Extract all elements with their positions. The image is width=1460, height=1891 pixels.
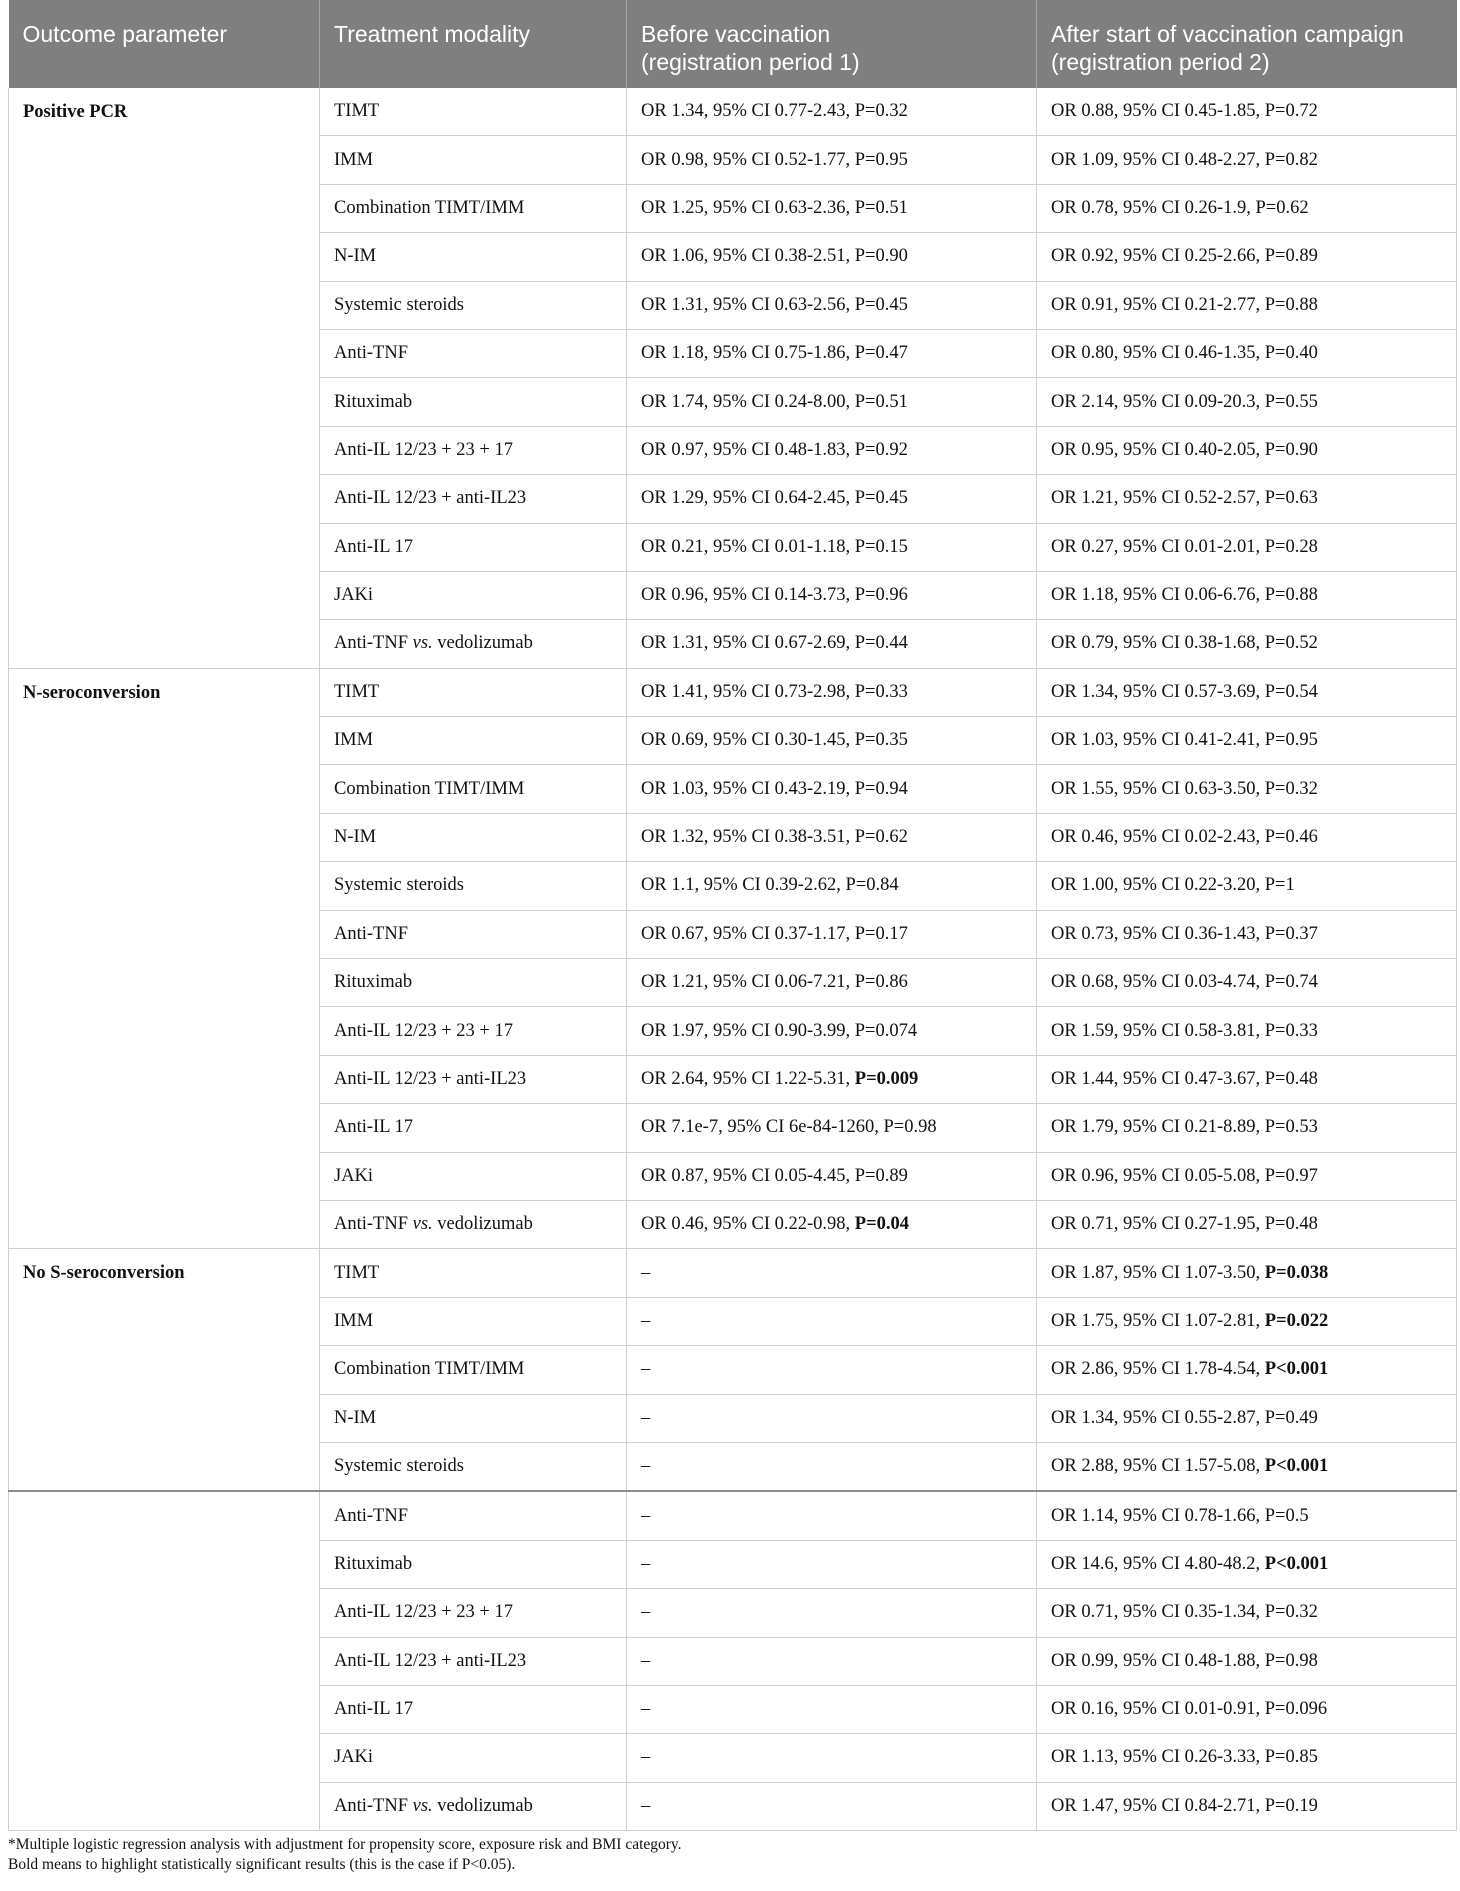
table-body xyxy=(9,88,1457,1831)
before-value-cell: OR 1.97, 95% CI 0.90-3.99, P=0.074 xyxy=(627,1007,1037,1055)
before-value-cell: – xyxy=(627,1442,1037,1491)
modality-cell: Systemic steroids xyxy=(320,281,627,329)
before-value-cell: OR 1.74, 95% CI 0.24-8.00, P=0.51 xyxy=(627,378,1037,426)
header-row xyxy=(9,0,1457,88)
modality-cell: Rituximab xyxy=(320,1540,627,1588)
before-value-cell: OR 1.31, 95% CI 0.67-2.69, P=0.44 xyxy=(627,620,1037,668)
modality-cell: JAKi xyxy=(320,571,627,619)
before-value-cell: – xyxy=(627,1734,1037,1782)
after-value-cell: OR 1.14, 95% CI 0.78-1.66, P=0.5 xyxy=(1037,1491,1457,1540)
header-after: After start of vaccination campaign (registration period 2) xyxy=(1037,0,1457,88)
modality-cell: Rituximab xyxy=(320,959,627,1007)
before-value-cell: OR 0.46, 95% CI 0.22-0.98, P=0.04 xyxy=(627,1200,1037,1248)
table-footnotes xyxy=(8,1835,1456,1875)
modality-cell: Anti-IL 17 xyxy=(320,1104,627,1152)
table-row xyxy=(9,668,1457,716)
after-value-cell: OR 1.00, 95% CI 0.22-3.20, P=1 xyxy=(1037,862,1457,910)
after-value-cell: OR 2.14, 95% CI 0.09-20.3, P=0.55 xyxy=(1037,378,1457,426)
before-value-cell: OR 2.64, 95% CI 1.22-5.31, P=0.009 xyxy=(627,1055,1037,1103)
after-value-cell: OR 0.16, 95% CI 0.01-0.91, P=0.096 xyxy=(1037,1685,1457,1733)
after-value-cell: OR 0.80, 95% CI 0.46-1.35, P=0.40 xyxy=(1037,329,1457,377)
after-value-cell: OR 2.88, 95% CI 1.57-5.08, P<0.001 xyxy=(1037,1442,1457,1491)
modality-cell: Anti-IL 12/23 + 23 + 17 xyxy=(320,426,627,474)
modality-cell: Rituximab xyxy=(320,378,627,426)
header-before: Before vaccination (registration period 1) xyxy=(627,0,1037,88)
after-value-cell: OR 0.91, 95% CI 0.21-2.77, P=0.88 xyxy=(1037,281,1457,329)
modality-cell: Anti-TNF vs. vedolizumab xyxy=(320,620,627,668)
table-row xyxy=(9,88,1457,136)
modality-cell: Anti-TNF xyxy=(320,1491,627,1540)
after-value-cell: OR 1.59, 95% CI 0.58-3.81, P=0.33 xyxy=(1037,1007,1457,1055)
after-value-cell: OR 0.95, 95% CI 0.40-2.05, P=0.90 xyxy=(1037,426,1457,474)
modality-cell: Anti-TNF xyxy=(320,329,627,377)
after-value-cell: OR 1.09, 95% CI 0.48-2.27, P=0.82 xyxy=(1037,136,1457,184)
after-value-cell: OR 0.78, 95% CI 0.26-1.9, P=0.62 xyxy=(1037,184,1457,232)
after-value-cell: OR 1.34, 95% CI 0.55-2.87, P=0.49 xyxy=(1037,1394,1457,1442)
modality-cell: Anti-IL 12/23 + anti-IL23 xyxy=(320,1637,627,1685)
after-value-cell: OR 0.96, 95% CI 0.05-5.08, P=0.97 xyxy=(1037,1152,1457,1200)
after-value-cell: OR 0.46, 95% CI 0.02-2.43, P=0.46 xyxy=(1037,813,1457,861)
before-value-cell: OR 1.34, 95% CI 0.77-2.43, P=0.32 xyxy=(627,88,1037,136)
before-value-cell: OR 0.96, 95% CI 0.14-3.73, P=0.96 xyxy=(627,571,1037,619)
after-value-cell: OR 1.47, 95% CI 0.84-2.71, P=0.19 xyxy=(1037,1782,1457,1830)
modality-cell: JAKi xyxy=(320,1734,627,1782)
before-value-cell: OR 1.25, 95% CI 0.63-2.36, P=0.51 xyxy=(627,184,1037,232)
before-value-cell: OR 0.87, 95% CI 0.05-4.45, P=0.89 xyxy=(627,1152,1037,1200)
outcome-group-cell: N-seroconversion xyxy=(9,668,320,1249)
modality-cell: Combination TIMT/IMM xyxy=(320,1346,627,1394)
footnote-adjustment: *Multiple logistic regression analysis with adjustment for propensity score, exposure risk and BMI category. xyxy=(8,1836,682,1853)
after-value-cell: OR 1.55, 95% CI 0.63-3.50, P=0.32 xyxy=(1037,765,1457,813)
results-table-wrapper xyxy=(8,0,1456,1831)
after-value-cell: OR 0.92, 95% CI 0.25-2.66, P=0.89 xyxy=(1037,233,1457,281)
after-value-cell: OR 1.79, 95% CI 0.21-8.89, P=0.53 xyxy=(1037,1104,1457,1152)
after-value-cell: OR 1.44, 95% CI 0.47-3.67, P=0.48 xyxy=(1037,1055,1457,1103)
before-value-cell: OR 0.97, 95% CI 0.48-1.83, P=0.92 xyxy=(627,426,1037,474)
modality-cell: IMM xyxy=(320,717,627,765)
modality-cell: TIMT xyxy=(320,1249,627,1297)
modality-cell: Combination TIMT/IMM xyxy=(320,765,627,813)
modality-cell: Anti-TNF xyxy=(320,910,627,958)
after-value-cell: OR 1.13, 95% CI 0.26-3.33, P=0.85 xyxy=(1037,1734,1457,1782)
before-value-cell: – xyxy=(627,1540,1037,1588)
outcome-group-cell xyxy=(9,1491,320,1830)
before-value-cell: OR 1.21, 95% CI 0.06-7.21, P=0.86 xyxy=(627,959,1037,1007)
footnote-bold-meaning: Bold means to highlight statistically significant results (this is the case if P<0.05). xyxy=(8,1856,516,1873)
modality-cell: Anti-IL 12/23 + anti-IL23 xyxy=(320,1055,627,1103)
after-value-cell: OR 1.21, 95% CI 0.52-2.57, P=0.63 xyxy=(1037,475,1457,523)
header-outcome: Outcome parameter xyxy=(9,0,320,88)
header-modality: Treatment modality xyxy=(320,0,627,88)
after-value-cell: OR 0.71, 95% CI 0.35-1.34, P=0.32 xyxy=(1037,1589,1457,1637)
before-value-cell: – xyxy=(627,1394,1037,1442)
before-value-cell: OR 1.32, 95% CI 0.38-3.51, P=0.62 xyxy=(627,813,1037,861)
before-value-cell: OR 7.1e-7, 95% CI 6e-84-1260, P=0.98 xyxy=(627,1104,1037,1152)
modality-cell: Systemic steroids xyxy=(320,1442,627,1491)
table-row xyxy=(9,1491,1457,1540)
after-value-cell: OR 0.27, 95% CI 0.01-2.01, P=0.28 xyxy=(1037,523,1457,571)
after-value-cell: OR 0.88, 95% CI 0.45-1.85, P=0.72 xyxy=(1037,88,1457,136)
after-value-cell: OR 0.79, 95% CI 0.38-1.68, P=0.52 xyxy=(1037,620,1457,668)
modality-cell: N-IM xyxy=(320,813,627,861)
after-value-cell: OR 0.71, 95% CI 0.27-1.95, P=0.48 xyxy=(1037,1200,1457,1248)
before-value-cell: OR 1.41, 95% CI 0.73-2.98, P=0.33 xyxy=(627,668,1037,716)
after-value-cell: OR 1.34, 95% CI 0.57-3.69, P=0.54 xyxy=(1037,668,1457,716)
before-value-cell: – xyxy=(627,1249,1037,1297)
modality-cell: Anti-IL 17 xyxy=(320,1685,627,1733)
before-value-cell: OR 0.69, 95% CI 0.30-1.45, P=0.35 xyxy=(627,717,1037,765)
before-value-cell: OR 1.29, 95% CI 0.64-2.45, P=0.45 xyxy=(627,475,1037,523)
modality-cell: JAKi xyxy=(320,1152,627,1200)
after-value-cell: OR 1.18, 95% CI 0.06-6.76, P=0.88 xyxy=(1037,571,1457,619)
after-value-cell: OR 1.03, 95% CI 0.41-2.41, P=0.95 xyxy=(1037,717,1457,765)
before-value-cell: OR 0.67, 95% CI 0.37-1.17, P=0.17 xyxy=(627,910,1037,958)
modality-cell: Anti-TNF vs. vedolizumab xyxy=(320,1200,627,1248)
before-value-cell: – xyxy=(627,1491,1037,1540)
outcome-group-cell: Positive PCR xyxy=(9,88,320,668)
modality-cell: Anti-IL 17 xyxy=(320,523,627,571)
results-table xyxy=(8,0,1457,1831)
after-value-cell: OR 1.75, 95% CI 1.07-2.81, P=0.022 xyxy=(1037,1297,1457,1345)
after-value-cell: OR 0.73, 95% CI 0.36-1.43, P=0.37 xyxy=(1037,910,1457,958)
modality-cell: N-IM xyxy=(320,1394,627,1442)
modality-cell: Anti-IL 12/23 + 23 + 17 xyxy=(320,1589,627,1637)
before-value-cell: OR 1.31, 95% CI 0.63-2.56, P=0.45 xyxy=(627,281,1037,329)
modality-cell: Anti-IL 12/23 + 23 + 17 xyxy=(320,1007,627,1055)
before-value-cell: OR 1.06, 95% CI 0.38-2.51, P=0.90 xyxy=(627,233,1037,281)
table-header xyxy=(9,0,1457,88)
after-value-cell: OR 14.6, 95% CI 4.80-48.2, P<0.001 xyxy=(1037,1540,1457,1588)
modality-cell: TIMT xyxy=(320,88,627,136)
modality-cell: TIMT xyxy=(320,668,627,716)
before-value-cell: OR 1.1, 95% CI 0.39-2.62, P=0.84 xyxy=(627,862,1037,910)
modality-cell: IMM xyxy=(320,136,627,184)
table-row xyxy=(9,1249,1457,1297)
before-value-cell: OR 0.98, 95% CI 0.52-1.77, P=0.95 xyxy=(627,136,1037,184)
after-value-cell: OR 1.87, 95% CI 1.07-3.50, P=0.038 xyxy=(1037,1249,1457,1297)
before-value-cell: – xyxy=(627,1297,1037,1345)
before-value-cell: OR 1.18, 95% CI 0.75-1.86, P=0.47 xyxy=(627,329,1037,377)
modality-cell: Combination TIMT/IMM xyxy=(320,184,627,232)
before-value-cell: – xyxy=(627,1782,1037,1830)
before-value-cell: OR 1.03, 95% CI 0.43-2.19, P=0.94 xyxy=(627,765,1037,813)
modality-cell: Anti-TNF vs. vedolizumab xyxy=(320,1782,627,1830)
before-value-cell: – xyxy=(627,1637,1037,1685)
before-value-cell: – xyxy=(627,1685,1037,1733)
before-value-cell: OR 0.21, 95% CI 0.01-1.18, P=0.15 xyxy=(627,523,1037,571)
modality-cell: IMM xyxy=(320,1297,627,1345)
outcome-group-cell: No S-seroconversion xyxy=(9,1249,320,1491)
modality-cell: N-IM xyxy=(320,233,627,281)
modality-cell: Systemic steroids xyxy=(320,862,627,910)
after-value-cell: OR 2.86, 95% CI 1.78-4.54, P<0.001 xyxy=(1037,1346,1457,1394)
after-value-cell: OR 0.99, 95% CI 0.48-1.88, P=0.98 xyxy=(1037,1637,1457,1685)
before-value-cell: – xyxy=(627,1589,1037,1637)
modality-cell: Anti-IL 12/23 + anti-IL23 xyxy=(320,475,627,523)
before-value-cell: – xyxy=(627,1346,1037,1394)
after-value-cell: OR 0.68, 95% CI 0.03-4.74, P=0.74 xyxy=(1037,959,1457,1007)
